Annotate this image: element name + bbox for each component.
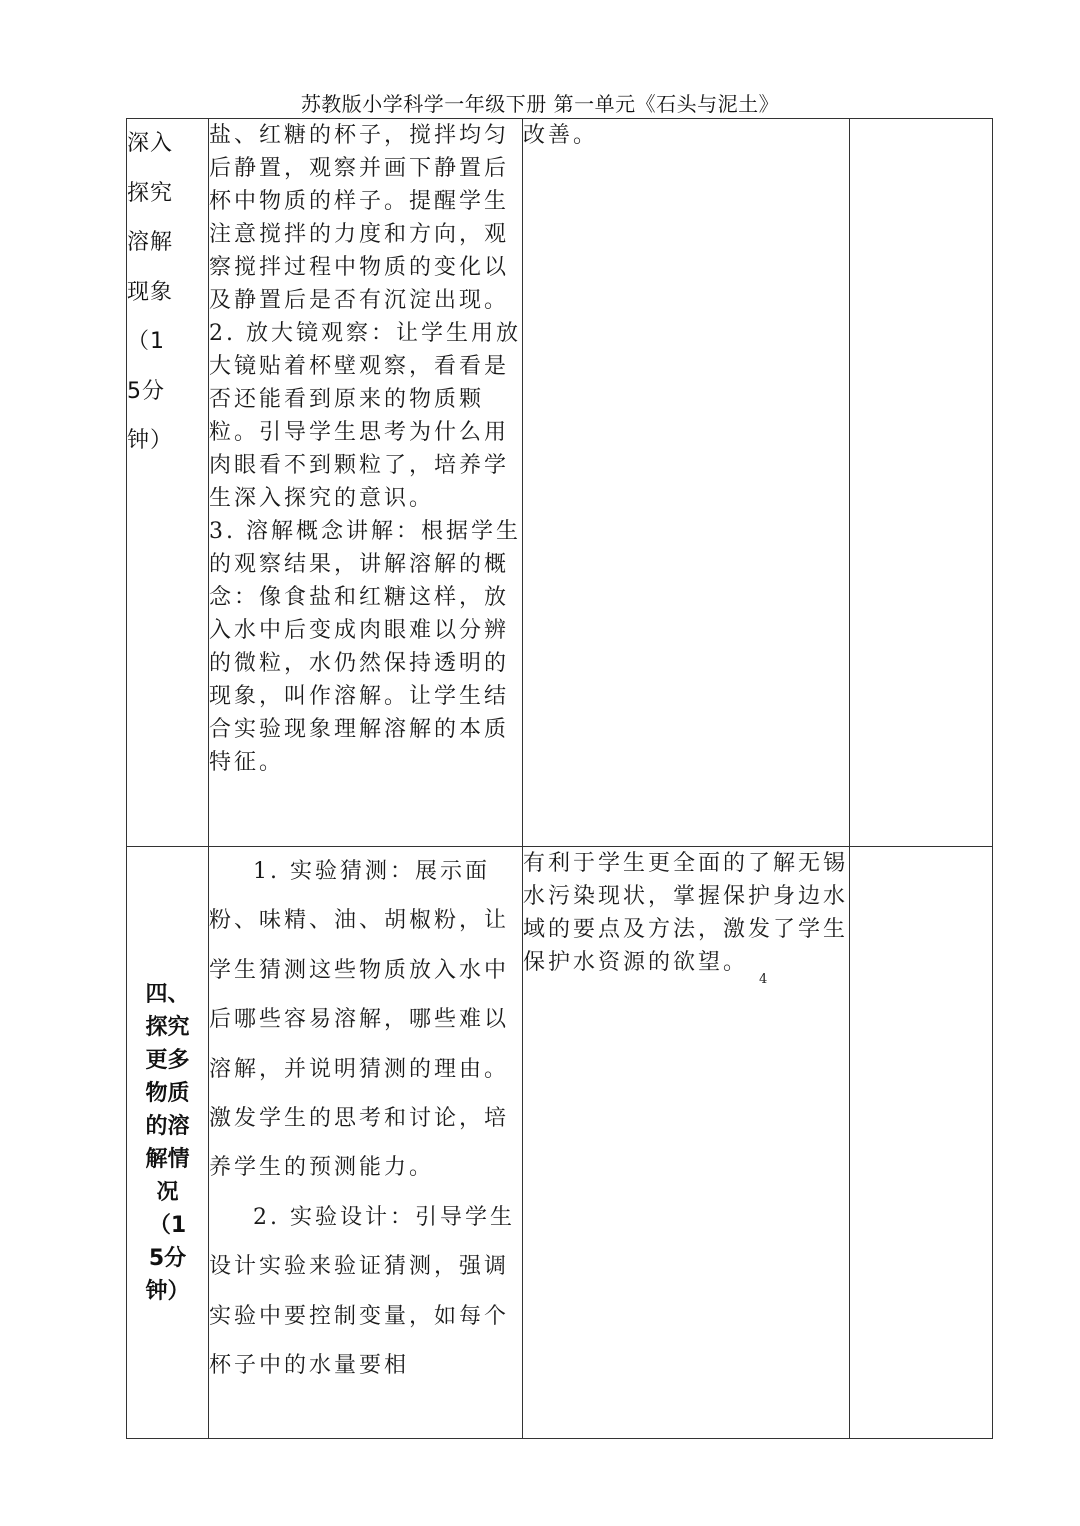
activity-cell — [209, 119, 523, 847]
activity-paragraph: 盐、红糖的杯子，搅拌均匀后静置，观察并画下静置后杯中物质的样子。提醒学生注意搅拌的力度和方向，观察搅拌过程中物质的变化以及静置后是否有沉淀出现。 — [209, 123, 510, 313]
table-row — [127, 119, 993, 847]
activity-paragraph: 3. 溶解概念讲解：根据学生的观察结果，讲解溶解的概念：像食盐和红糖这样，放入水中后变成肉眼难以分辨的微粒，水仍然保持透明的现象，叫作溶解。让学生结合实验现象理解溶解的本质特征。 — [209, 519, 521, 775]
page-number: 4 — [759, 972, 768, 987]
table-row — [127, 847, 993, 1439]
activity-paragraph: 2. 实验设计：引导学生设计实验来验证猜测，强调实验中要控制变量，如每个杯子中的水量要相 — [209, 1204, 515, 1379]
stage-label: 四、探究更多物质的溶解情况（15分钟） — [145, 981, 190, 1304]
stage-cell — [127, 119, 209, 847]
activity-paragraph: 1. 实验猜测：展示面粉、味精、油、胡椒粉，让学生猜测这些物质放入水中后哪些容易溶解，哪些难以溶解，并说明猜测的理由。激发学生的思考和讨论，培养学生的预测能力。 — [209, 859, 510, 1181]
intent-cell — [523, 119, 850, 847]
activity-cell — [209, 847, 523, 1439]
note-cell — [850, 119, 993, 847]
page-header: 苏教版小学科学一年级下册 第一单元《石头与泥土》 — [300, 92, 780, 116]
intent-text: 改善。 — [523, 123, 599, 148]
lesson-plan-table — [126, 118, 993, 1439]
intent-text: 有利于学生更全面的了解无锡水污染现状，掌握保护身边水域的要点及方法，激发了学生保护水资源的欲望。 — [523, 851, 849, 975]
note-cell — [850, 847, 993, 1439]
intent-cell — [523, 847, 850, 1439]
stage-label: 深入探究溶解现象（15分钟） — [127, 131, 174, 453]
stage-cell — [127, 847, 209, 1439]
activity-paragraph: 2. 放大镜观察：让学生用放大镜贴着杯壁观察，看看是否还能看到原来的物质颗粒。引导学生思考为什么用肉眼看不到颗粒了，培养学生深入探究的意识。 — [209, 321, 521, 511]
